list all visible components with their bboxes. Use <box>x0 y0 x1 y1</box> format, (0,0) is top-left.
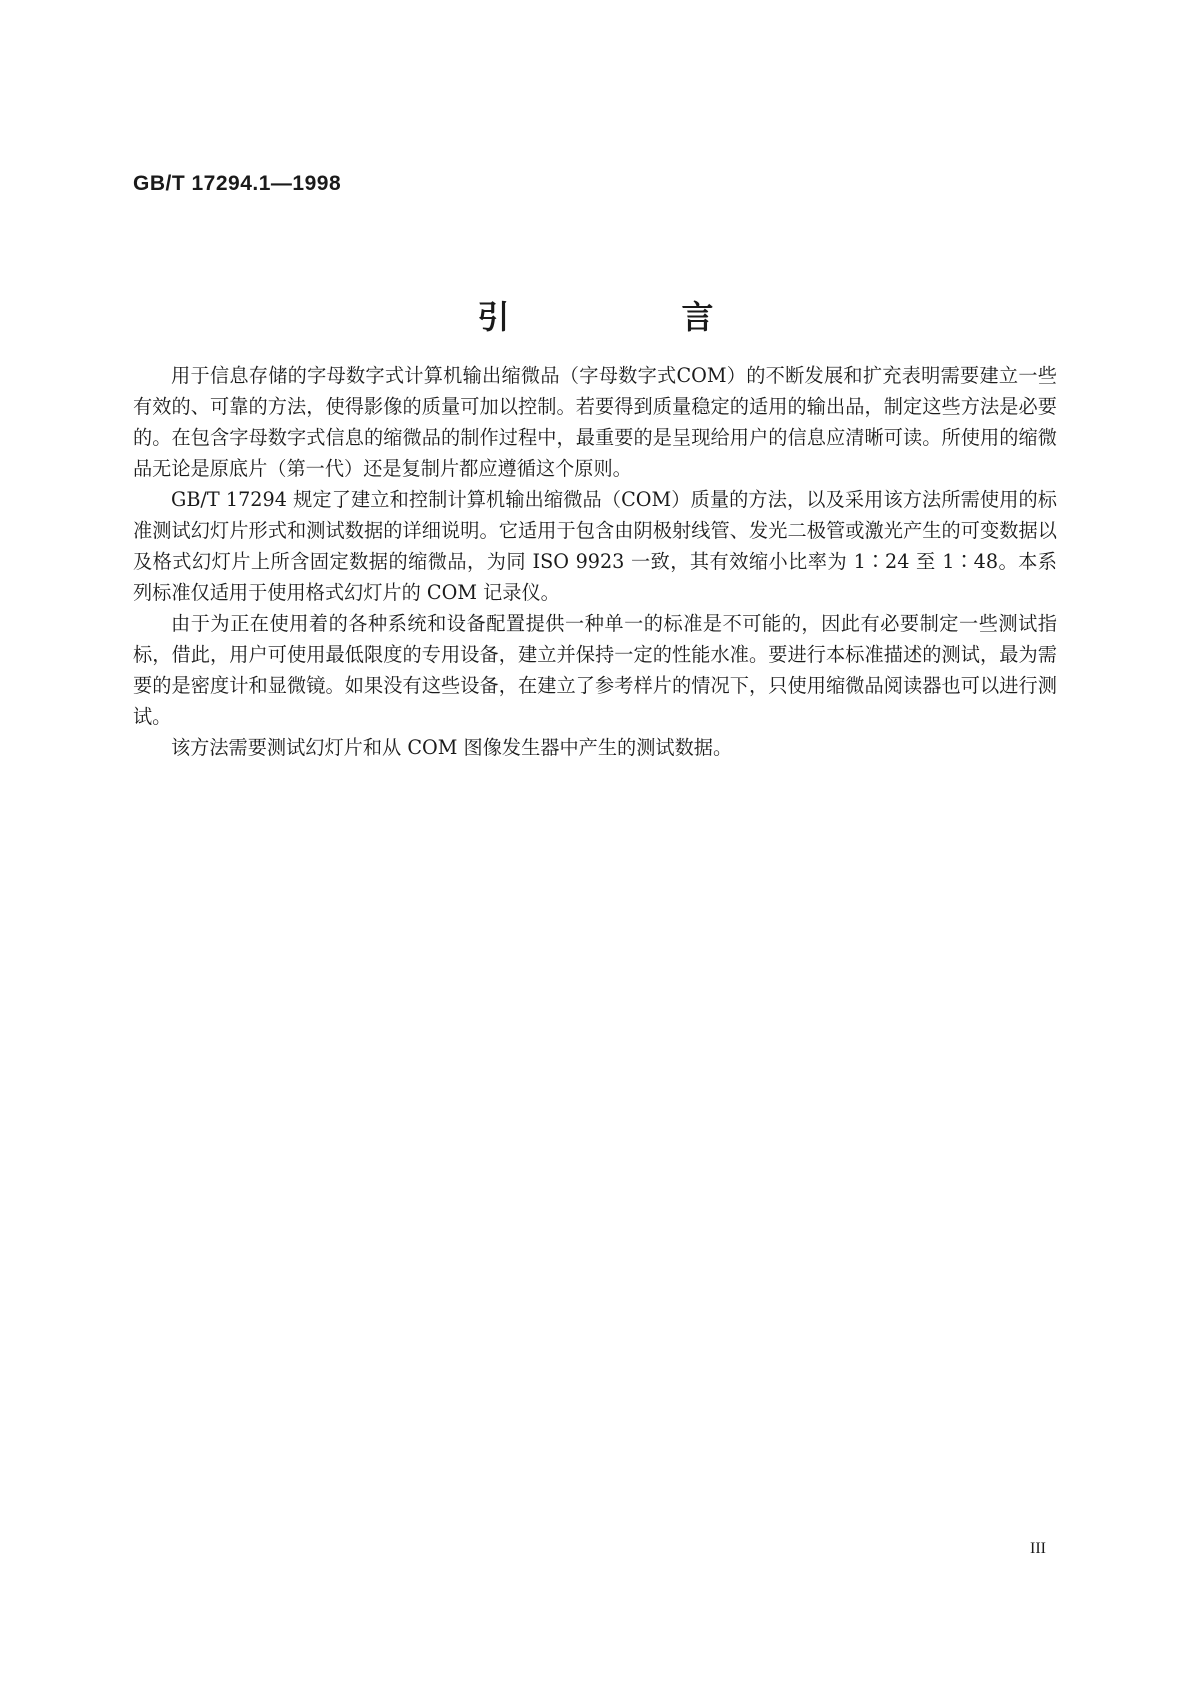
standard-code: GB/T 17294.1—1998 <box>133 172 342 195</box>
paragraph-1: 用于信息存储的字母数字式计算机输出缩微品（字母数字式COM）的不断发展和扩充表明需要建立一些有效的、可靠的方法，使得影像的质量可加以控制。若要得到质量稳定的适用的输出品，制定这些方法是必要的。在包含字母数字式信息的缩微品的制作过程中，最重要的是呈现给用户的信息应清晰可读。所使用的缩微品无论是原底片（第一代）还是复制片都应遵循这个原则。 <box>133 364 1057 480</box>
page-title: 引 言 <box>477 298 784 336</box>
page-number: III <box>1030 1540 1046 1557</box>
document-body <box>133 360 1057 763</box>
paragraph-4: 该方法需要测试幻灯片和从 COM 图像发生器中产生的测试数据。 <box>171 736 733 759</box>
paragraph-3: 由于为正在使用着的各种系统和设备配置提供一种单一的标准是不可能的，因此有必要制定一些测试指标，借此，用户可使用最低限度的专用设备，建立并保持一定的性能水准。要进行本标准描述的测试，最为需要的是密度计和显微镜。如果没有这些设备，在建立了参考样片的情况下，只使用缩微品阅读器也可以进行测试。 <box>133 612 1057 728</box>
paragraph-2: GB/T 17294 规定了建立和控制计算机输出缩微品（COM）质量的方法，以及采用该方法所需使用的标准测试幻灯片形式和测试数据的详细说明。它适用于包含由阴极射线管、发光二极管或激光产生的可变数据以及格式幻灯片上所含固定数据的缩微品，为同 ISO 9923 一致，其有效缩小比率为 1∶24 至 1∶48。本系列标准仅适用于使用格式幻灯片的 COM 记录仪。 <box>133 488 1057 604</box>
